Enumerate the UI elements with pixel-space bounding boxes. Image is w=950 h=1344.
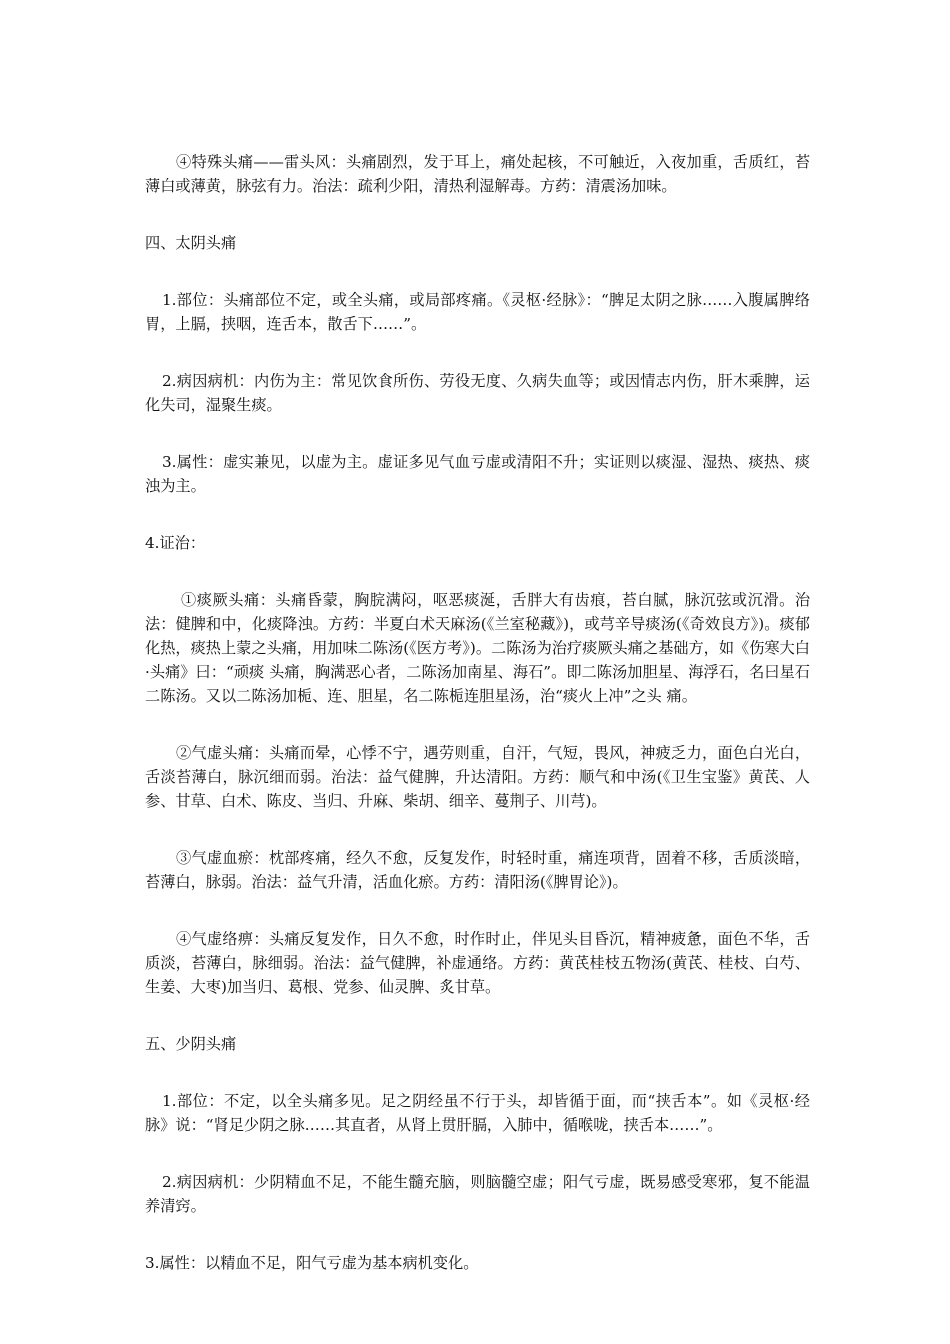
paragraph-shaoyin-etiology: 2.病因病机：少阴精血不足，不能生髓充脑，则脑髓空虚；阳气亏虚，既易感受寒邪，复不能温养清窍。 [145,1173,810,1215]
paragraph-taiyin-location: 1.部位：头痛部位不定，或全头痛，或局部疼痛。《灵枢·经脉》：“脾足太阴之脉……入腹属脾络胃，上膈，挟咽，连舌本，散舌下……”。 [145,291,810,333]
paragraph-qi-deficiency-collateral: ④气虚络痹：头痛反复发作，日久不愈，时作时止，伴见头目昏沉，精神疲惫，面色不华，舌质淡，苔薄白，脉细弱。治法：益气健脾，补虚通络。方药：黄芪桂枝五物汤(黄芪、桂枝、白芍、生姜、大枣)加当归、葛根、党参、仙灵脾、炙甘草。 [145,930,810,996]
document-page [145,150,810,1308]
subsection-heading-treatment: 4.证治： [145,534,206,552]
paragraph-shaoyin-location: 1.部位：不定，以全头痛多见。足之阴经虽不行于头，却皆循于面，而“挟舌本”。如《灵枢·经脉》说：“肾足少阴之脉……其直者，从肾上贯肝膈，入肺中，循喉咙，挟舌本……”。 [145,1092,810,1134]
section-heading-shaoyin: 五、少阴头痛 [145,1035,237,1053]
paragraph-special-headache: ④特殊头痛——雷头风：头痛剧烈，发于耳上，痛处起核，不可触近，入夜加重，舌质红，苔薄白或薄黄，脉弦有力。治法：疏利少阳，清热利湿解毒。方药：清震汤加味。 [145,153,810,195]
paragraph-taiyin-etiology: 2.病因病机：内伤为主：常见饮食所伤、劳役无度、久病失血等；或因情志内伤，肝木乘脾，运化失司，湿聚生痰。 [145,372,810,414]
paragraph-qi-deficiency-headache: ②气虚头痛：头痛而晕，心悸不宁，遇劳则重，自汗，气短，畏风，神疲乏力，面色白光白，舌淡苔薄白，脉沉细而弱。治法：益气健脾，升达清阳。方药：顺气和中汤(《卫生宝鉴》黄芪、人参、甘草、白术、陈皮、当归、升麻、柴胡、细辛、蔓荆子、川芎)。 [145,744,810,810]
paragraph-taiyin-attribute: 3.属性：虚实兼见，以虚为主。虚证多见气血亏虚或清阳不升；实证则以痰湿、湿热、痰热、痰浊为主。 [145,453,810,495]
paragraph-shaoyin-attribute: 3.属性：以精血不足，阳气亏虚为基本病机变化。 [145,1254,479,1272]
paragraph-qi-deficiency-blood-stasis: ③气虚血瘀：枕部疼痛，经久不愈，反复发作，时轻时重，痛连项背，固着不移，舌质淡暗，苔薄白，脉弱。治法：益气升清，活血化瘀。方药：清阳汤(《脾胃论》)。 [145,849,810,891]
paragraph-phlegm-headache: ①痰厥头痛：头痛昏蒙，胸脘满闷，呕恶痰涎，舌胖大有齿痕，苔白腻，脉沉弦或沉滑。治法：健脾和中，化痰降浊。方药：半夏白术天麻汤(《兰室秘藏》)，或芎辛导痰汤(《奇效良方》)。痰郁化热，痰热上蒙之头痛，用加味二陈汤(《医方考》)。二陈汤为治疗痰厥头痛之基础方，如《伤寒大白·头痛》曰：“顽痰 头痛，胸满恶心者，二陈汤加南星、海石”。即二陈汤加胆星、海浮石，名曰星石二陈汤。又以二陈汤加栀、连、胆星，名二陈栀连胆星汤，治“痰火上冲”之头 痛。 [145,591,810,705]
section-heading-taiyin: 四、太阴头痛 [145,234,237,252]
